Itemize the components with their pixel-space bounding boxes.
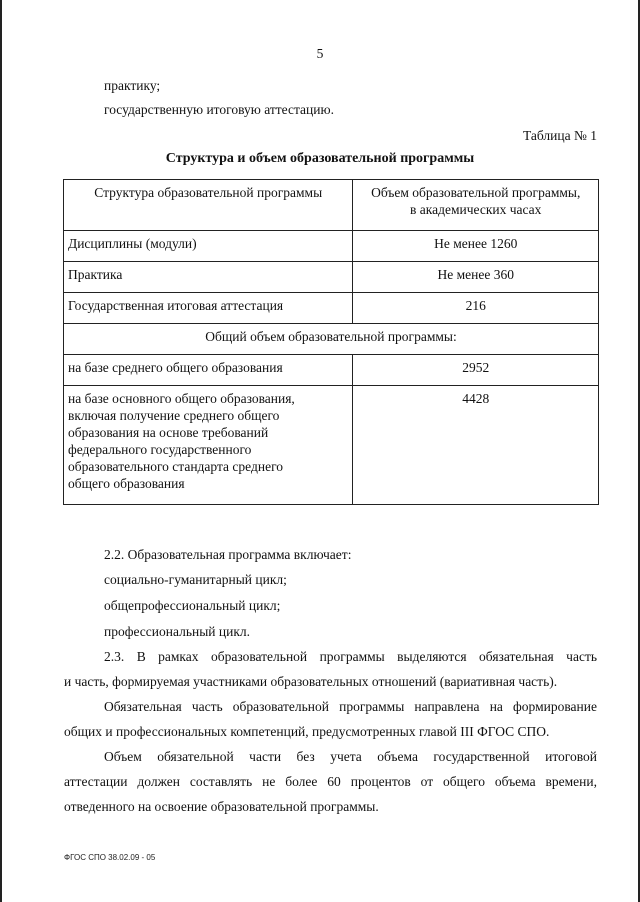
row-basic-general-line: включая получение среднего общего (68, 408, 280, 423)
paragraph-2-2: 2.2. Образовательная программа включает: (104, 547, 352, 562)
document-footer-code: ФГОС СПО 38.02.09 - 05 (64, 853, 156, 862)
total-volume-label: Общий объем образовательной программы: (64, 324, 599, 355)
header-volume (353, 180, 599, 231)
header-structure-text: Структура образовательной программы (94, 185, 323, 200)
table-row (64, 293, 599, 324)
row-attestation-value: 216 (353, 293, 599, 324)
intro-line-attestation: государственную итоговую аттестацию. (104, 102, 334, 117)
paragraph-obligatory-line2: общих и профессиональных компетенций, предусмотренных главой III ФГОС СПО. (64, 724, 550, 739)
header-volume-line1: Объем образовательной программы, (371, 185, 581, 200)
cycle-social-humanitarian: социально-гуманитарный цикл; (104, 572, 287, 587)
header-volume-line2: в академических часах (410, 202, 542, 217)
program-structure-table (63, 179, 599, 505)
paragraph-obligatory-line1: Обязательная часть образовательной программы направлена на формирование (104, 699, 597, 714)
header-structure (64, 180, 353, 231)
table-row (64, 386, 599, 505)
paragraph-2-3-line1: 2.3. В рамках образовательной программы выделяются обязательная часть (104, 649, 597, 664)
row-basic-general-line: федерального государственного (68, 442, 252, 457)
row-secondary-general-value: 2952 (353, 355, 599, 386)
row-disciplines-value: Не менее 1260 (353, 231, 599, 262)
row-basic-general-line: на базе основного общего образования, (68, 391, 295, 406)
page-number: 5 (316, 46, 324, 61)
table-title: Структура и объем образовательной программы (165, 151, 475, 166)
row-basic-general-line: образовательного стандарта среднего (68, 459, 284, 474)
table-header-row (64, 180, 599, 231)
row-basic-general-name (64, 386, 353, 505)
row-basic-general-value: 4428 (353, 386, 599, 505)
table-total-row (64, 324, 599, 355)
cycle-general-professional: общепрофессиональный цикл; (104, 598, 281, 613)
intro-line-practice: практику; (104, 78, 161, 93)
row-basic-general-line: общего образования (68, 476, 185, 491)
row-disciplines-name: Дисциплины (модули) (64, 231, 353, 262)
table-row (64, 231, 599, 262)
row-attestation-name: Государственная итоговая аттестация (64, 293, 353, 324)
row-practice-value: Не менее 360 (353, 262, 599, 293)
row-practice-name: Практика (64, 262, 353, 293)
table-number-label: Таблица № 1 (523, 128, 597, 143)
paragraph-2-3-line2: и часть, формируемая участниками образовательных отношений (вариативная часть). (64, 674, 558, 689)
table-row (64, 262, 599, 293)
paragraph-volume-line2: аттестации должен составлять не более 60 процентов от общего объема времени, (64, 774, 597, 789)
row-basic-general-line: образования на основе требований (68, 425, 269, 440)
paragraph-volume-line3: отведенного на освоение образовательной программы. (64, 799, 379, 814)
table-row (64, 355, 599, 386)
scan-edge-left (0, 0, 2, 902)
cycle-professional: профессиональный цикл. (104, 624, 251, 639)
paragraph-volume-line1: Объем обязательной части без учета объема государственной итоговой (104, 749, 597, 764)
row-secondary-general-name: на базе среднего общего образования (64, 355, 353, 386)
